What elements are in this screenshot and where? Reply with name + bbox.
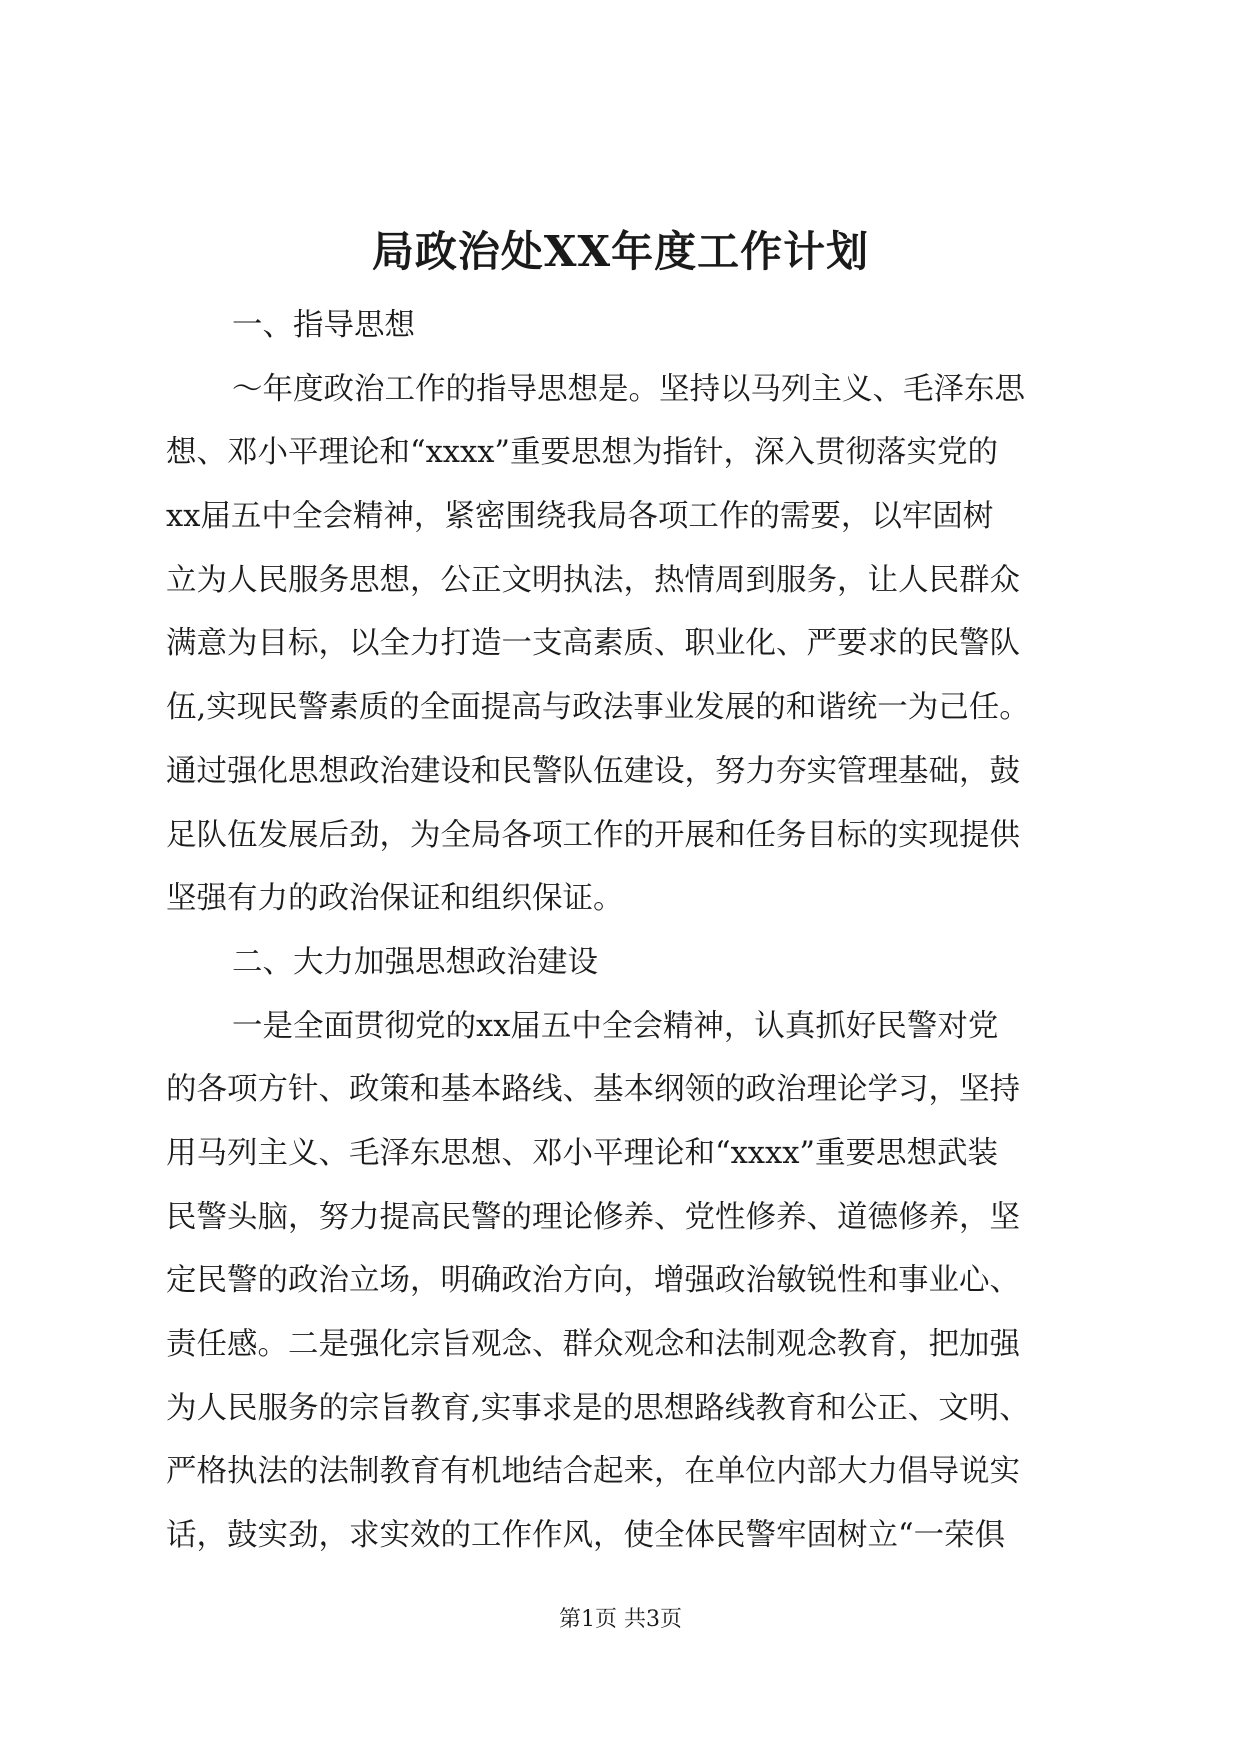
text-line: 的各项方针、政策和基本路线、基本纲领的政治理论学习，坚持 xyxy=(166,1072,1020,1108)
text-line: 二、大力加强思想政治建设 xyxy=(232,944,598,980)
text-line: 为人民服务的宗旨教育,实事求是的思想路线教育和公正、文明、 xyxy=(166,1390,1030,1426)
text-line: xx届五中全会精神，紧密围绕我局各项工作的需要，以牢固树 xyxy=(166,499,994,535)
text-line: ～年度政治工作的指导思想是。坚持以马列主义、毛泽东思 xyxy=(232,371,1025,407)
document-title: 局政治处XX年度工作计划 xyxy=(371,227,870,276)
text-line: 用马列主义、毛泽东思想、邓小平理论和“xxxx”重要思想武装 xyxy=(166,1135,998,1171)
text-line: 满意为目标，以全力打造一支高素质、职业化、严要求的民警队 xyxy=(166,626,1020,662)
text-line: 严格执法的法制教育有机地结合起来，在单位内部大力倡导说实 xyxy=(166,1454,1020,1490)
document-body xyxy=(166,294,1076,1568)
text-line: 定民警的政治立场，明确政治方向，增强政治敏锐性和事业心、 xyxy=(166,1263,1020,1299)
text-line: 话，鼓实劲，求实效的工作作风，使全体民警牢固树立“一荣俱 xyxy=(166,1518,1006,1554)
text-line: 足队伍发展后劲，为全局各项工作的开展和任务目标的实现提供 xyxy=(166,817,1020,853)
page-number-footer: 第1页 共3页 xyxy=(559,1607,682,1632)
text-line: 立为人民服务思想，公正文明执法，热情周到服务，让人民群众 xyxy=(166,562,1020,598)
text-line: 伍,实现民警素质的全面提高与政法事业发展的和谐统一为己任。 xyxy=(166,690,1030,726)
text-line: 通过强化思想政治建设和民警队伍建设，努力夯实管理基础，鼓 xyxy=(166,753,1020,789)
text-line: 一、指导思想 xyxy=(232,308,415,343)
text-line: 坚强有力的政治保证和组织保证。 xyxy=(166,881,624,917)
text-line: 民警头脑，努力提高民警的理论修养、党性修养、道德修养，坚 xyxy=(166,1199,1020,1235)
text-line: 想、邓小平理论和“xxxx”重要思想为指针，深入贯彻落实党的 xyxy=(166,435,998,471)
text-line: 一是全面贯彻党的xx届五中全会精神，认真抓好民警对党 xyxy=(232,1008,999,1044)
text-line: 责任感。二是强化宗旨观念、群众观念和法制观念教育，把加强 xyxy=(166,1327,1020,1362)
